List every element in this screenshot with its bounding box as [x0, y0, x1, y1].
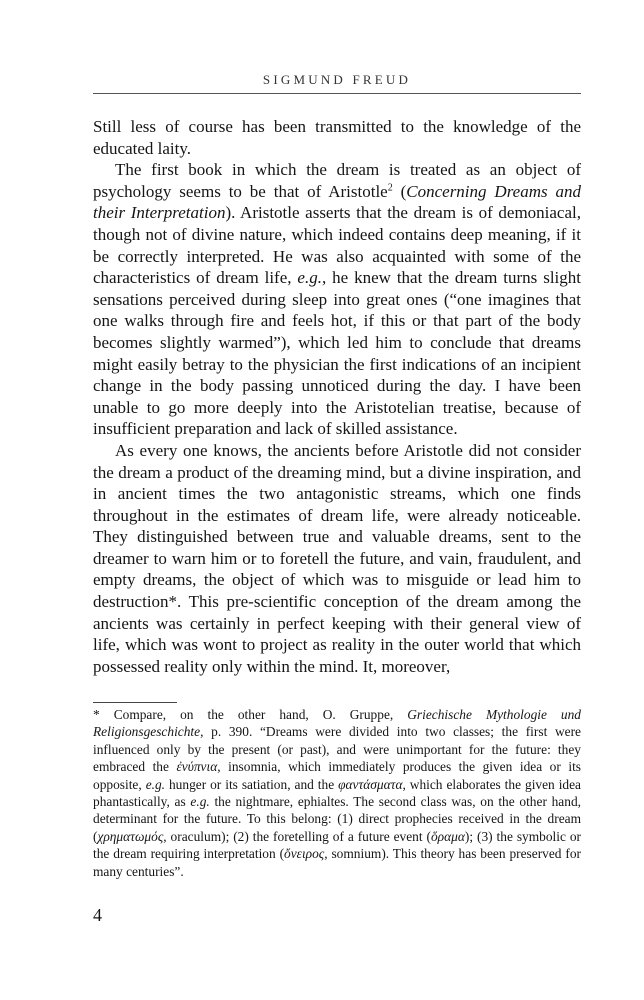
greek-word-horama: ὅραμα [430, 828, 465, 844]
paragraph-2 [93, 159, 581, 440]
running-head: SIGMUND FREUD [262, 72, 412, 87]
fn-eg-2: e.g. [190, 794, 210, 810]
greek-word-phantasmata: φαντάσματα [338, 776, 403, 792]
p2-text-2: ( [392, 181, 407, 201]
book-title-italic: Concerning Dreams and their Interpretation [93, 181, 582, 223]
header-rule [93, 93, 581, 94]
fn-book-italic: Griechische Mythologie und Religionsgeschichte [93, 707, 582, 740]
main-text [93, 116, 581, 677]
footnote-text [93, 706, 581, 880]
fn-text-5: , which elaborates the given idea phantastically, as [93, 776, 581, 810]
greek-word-enupnia: ἐνύπνια [176, 759, 218, 775]
fn-text-7: , oraculum); (2) the foretelling of a future event ( [163, 828, 431, 844]
eg-italic: e.g. [297, 268, 322, 288]
paragraph-1: Still less of course has been transmitted to the knowledge of the educated laity. [93, 117, 581, 158]
fn-text-1: * Compare, on the other hand, O. Gruppe, [93, 707, 408, 722]
fn-text-2: , p. 390. “Dreams were divided into two classes; the first were influenced only by the present (or past), and were unimportant for the future: they embraced the [93, 724, 581, 775]
paragraph-3: As every one knows, the ancients before Aristotle did not consider the dream a product of the dreaming mind, but a divine inspiration, and in ancient times the two antagonistic streams, which one finds throughout in the estimates of dream life, were already noticeable. They distinguished between true and valuable dreams, sent to the dreamer to warn him or to foretell the future, and vain, fraudulent, and empty dreams, the object of which was to misguide or lead him to destruction*. This pre-scientific conception of the dream among the ancients was certainly in perfect keeping with their general view of life, which was wont to project as reality in the outer world that which possessed reality only within the mind. It, moreover, [93, 440, 581, 676]
fn-text-6: the nightmare, ephialtes. The second class was, on the other hand, determinant for the future. To this belong: (1) direct prophecies received in the dream ( [93, 794, 581, 844]
fn-text-4: hunger or its satiation, and the [165, 776, 339, 792]
page-number: 4 [93, 905, 102, 925]
fn-text-9: , somnium). This theory has been preserved for many centuries”. [93, 846, 581, 879]
p2-text-1: The first book in which the dream is treated as an object of psychology seems to be that of Aristotle [93, 160, 581, 201]
fn-eg-1: e.g. [145, 776, 166, 792]
footnote-rule [93, 702, 177, 703]
p2-text-3: ). Aristotle asserts that the dream is of demoniacal, though not of divine nature, which indeed contains deep meaning, if it be correctly interpreted. He was also acquainted with some of the characteristics of dream life, [93, 203, 581, 288]
greek-word-chrematismos: χρηματωμός [97, 828, 164, 844]
footnote-ref-2: 2 [387, 182, 393, 194]
fn-text-8: ); (3) the symbolic or the dream requiring interpretation ( [93, 828, 581, 862]
fn-text-3: , insomnia, which immediately produces the given idea or its opposite, [93, 759, 582, 792]
p2-text-4: , he knew that the dream turns slight sensations perceived during sleep into great ones (“one imagines that one walks through fire and feels hot, if this or that part of the body becomes slightly warmed”), which led him to conclude that dreams might easily betray to the physician the first indications of an incipient change in the body passing unnoticed during the day. I have been unable to go more deeply into the Aristotelian treatise, because of insufficient preparation and lack of skilled assistance. [93, 268, 582, 439]
footnote [93, 706, 581, 880]
greek-word-oneiros: ὄνειρος [284, 846, 325, 862]
